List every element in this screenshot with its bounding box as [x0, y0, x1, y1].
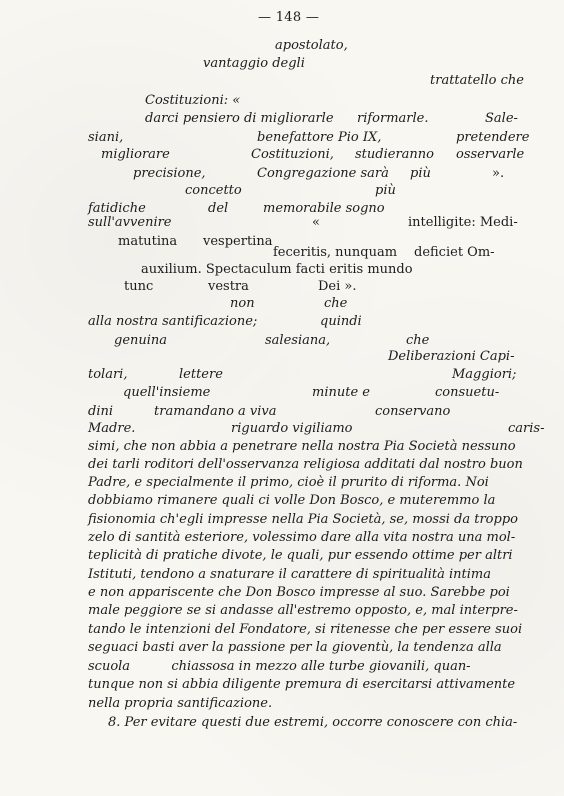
text-fragment: trattatello che — [430, 73, 524, 88]
text-fragment: « — [312, 215, 320, 230]
text-fragment: precisione, — [133, 166, 206, 181]
paragraph-line: dobbiamo rimanere quali ci volle Don Bosco, e muteremmo la — [88, 493, 496, 508]
paragraph-line: male peggiore se si andasse all'estremo opposto, e, mal interpre- — [88, 603, 518, 618]
text-fragment: riguardo vigiliamo — [231, 421, 353, 436]
paragraph-line: e non appariscente che Don Bosco impresse al suo. Sarebbe poi — [88, 585, 510, 600]
text-fragment: quell'insieme — [123, 385, 211, 400]
text-fragment: ». — [492, 166, 505, 181]
text-fragment: apostolato, — [275, 38, 348, 53]
paragraph-line: tunque non si abbia diligente premura di esercitarsi attivamente — [88, 677, 516, 692]
text-fragment: caris- — [508, 421, 545, 436]
text-fragment: che — [324, 296, 348, 311]
paragraph-line: 8. Per evitare questi due estremi, occorre conoscere con chia- — [108, 715, 518, 730]
paragraph-line: zelo di santità esteriore, volessimo dare alla vita nostra una mol- — [88, 530, 516, 545]
text-fragment: più — [375, 183, 396, 198]
text-fragment: Madre. — [88, 421, 136, 436]
text-fragment: più — [410, 166, 431, 181]
text-fragment: studieranno — [355, 147, 434, 162]
paragraph-line: teplicità di pratiche divote, le quali, pur essendo ottime per altri — [88, 548, 513, 563]
text-fragment: migliorare — [101, 147, 170, 162]
paragraph-line: tando le intenzioni del Fondatore, si ritenesse che per essere suoi — [88, 622, 523, 637]
text-fragment: del — [208, 201, 229, 216]
text-fragment: salesiana, — [265, 333, 331, 348]
text-fragment: memorabile sogno — [263, 201, 385, 216]
text-fragment: Dei ». — [318, 279, 357, 294]
text-fragment: conservano — [375, 404, 451, 419]
text-fragment: concetto — [185, 183, 242, 198]
text-fragment: sull'avvenire — [88, 215, 172, 230]
paragraph-line: scuola chiassosa in mezzo alle turbe giovanili, quan- — [88, 659, 471, 674]
text-fragment: lettere — [179, 367, 223, 382]
text-fragment: siani, — [88, 130, 124, 145]
text-fragment: feceritis, nunquam — [273, 245, 398, 260]
text-fragment: tolari, — [88, 367, 128, 382]
text-fragment: vantaggio degli — [203, 56, 305, 71]
text-fragment: pretendere — [456, 130, 530, 145]
text-fragment: osservarle — [456, 147, 525, 162]
paragraph-line: dei tarli roditori dell'osservanza religiosa additati dal nostro buon — [88, 457, 523, 472]
text-fragment: consuetu- — [435, 385, 500, 400]
text-fragment: Maggiori; — [452, 367, 517, 382]
text-fragment: deficiet Om- — [414, 245, 495, 260]
text-fragment: Congregazione sarà — [257, 166, 389, 181]
text-fragment: auxilium. Spectaculum facti eritis mundo — [141, 262, 413, 277]
text-fragment: minute e — [312, 385, 370, 400]
text-fragment: benefattore Pio IX, — [257, 130, 382, 145]
paragraph-line: Padre, e specialmente il primo, cioè il prurito di riforma. Noi — [88, 475, 489, 490]
text-fragment: quindi — [320, 314, 362, 329]
text-fragment: Costituzioni, — [251, 147, 334, 162]
text-fragment: Deliberazioni Capi- — [388, 349, 515, 364]
text-fragment: genuina — [114, 333, 168, 348]
text-fragment: tunc — [124, 279, 154, 294]
paragraph-line: fisionomia ch'egli impresse nella Pia Società, se, mossi da troppo — [88, 512, 518, 527]
text-fragment: tramandano a viva — [154, 404, 277, 419]
paragraph-line: seguaci basti aver la passione per la gioventù, la tendenza alla — [88, 640, 502, 655]
paragraph-line: simi, che non abbia a penetrare nella nostra Pia Società nessuno — [88, 439, 516, 454]
text-fragment: dini — [88, 404, 114, 419]
text-fragment: intelligite: Medi- — [408, 215, 518, 230]
paragraph-line: Istituti, tendono a snaturare il carattere di spiritualità intima — [88, 567, 491, 582]
text-fragment: matutina — [118, 234, 178, 249]
page-number: — 148 — — [258, 10, 320, 25]
paragraph-line: nella propria santificazione. — [88, 696, 273, 711]
text-fragment: darci pensiero di migliorarle — [145, 111, 334, 126]
text-fragment: che — [406, 333, 430, 348]
text-fragment: Costituzioni: « — [145, 93, 241, 108]
text-fragment: vestra — [208, 279, 249, 294]
text-fragment: alla nostra santificazione; — [88, 314, 258, 329]
text-fragment: vespertina — [203, 234, 273, 249]
text-fragment: non — [230, 296, 255, 311]
text-fragment: Sale- — [485, 111, 518, 126]
text-fragment: fatidiche — [88, 201, 146, 216]
text-fragment: riformarle. — [357, 111, 429, 126]
